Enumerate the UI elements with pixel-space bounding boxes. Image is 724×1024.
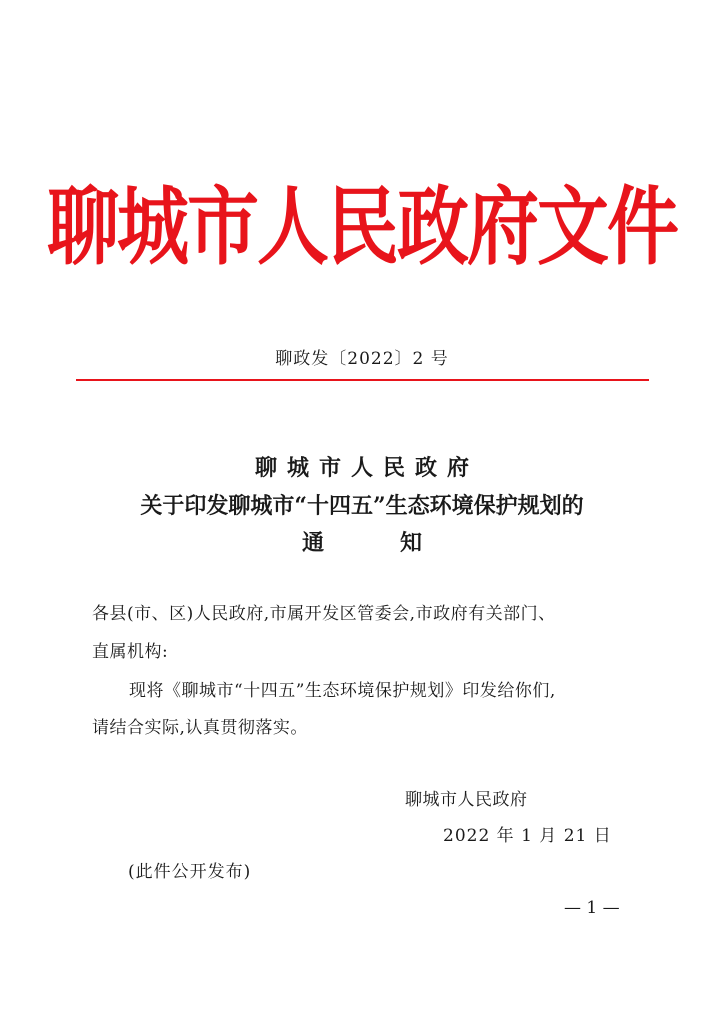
addressee-line-1: 各县(市、区)人民政府,市属开发区管委会,市政府有关部门、 (92, 604, 556, 624)
signature-issuer: 聊城市人民政府 (405, 790, 528, 810)
page-number: — 1 — (564, 898, 620, 918)
public-release-note: (此件公开发布) (128, 862, 252, 882)
title-line-issuer: 聊城市人民政府 (254, 455, 479, 481)
signature-date: 2022 年 1 月 21 日 (443, 826, 612, 846)
document-number: 聊政发〔2022〕2 号 (275, 349, 449, 369)
document-masthead: 聊城市人民政府文件 (46, 176, 677, 277)
title-notice-char-1: 通 (301, 530, 324, 556)
title-notice-char-2: 知 (400, 530, 423, 556)
content-line-2: 请结合实际,认真贯彻落实。 (92, 718, 308, 738)
title-line-notice (0, 528, 724, 558)
content-line-1: 现将《聊城市“十四五”生态环境保护规划》印发给你们, (129, 681, 556, 701)
addressee-line-2: 直属机构: (92, 642, 169, 662)
red-divider-rule (76, 379, 649, 381)
title-line-subject: 关于印发聊城市“十四五”生态环境保护规划的 (140, 493, 584, 519)
